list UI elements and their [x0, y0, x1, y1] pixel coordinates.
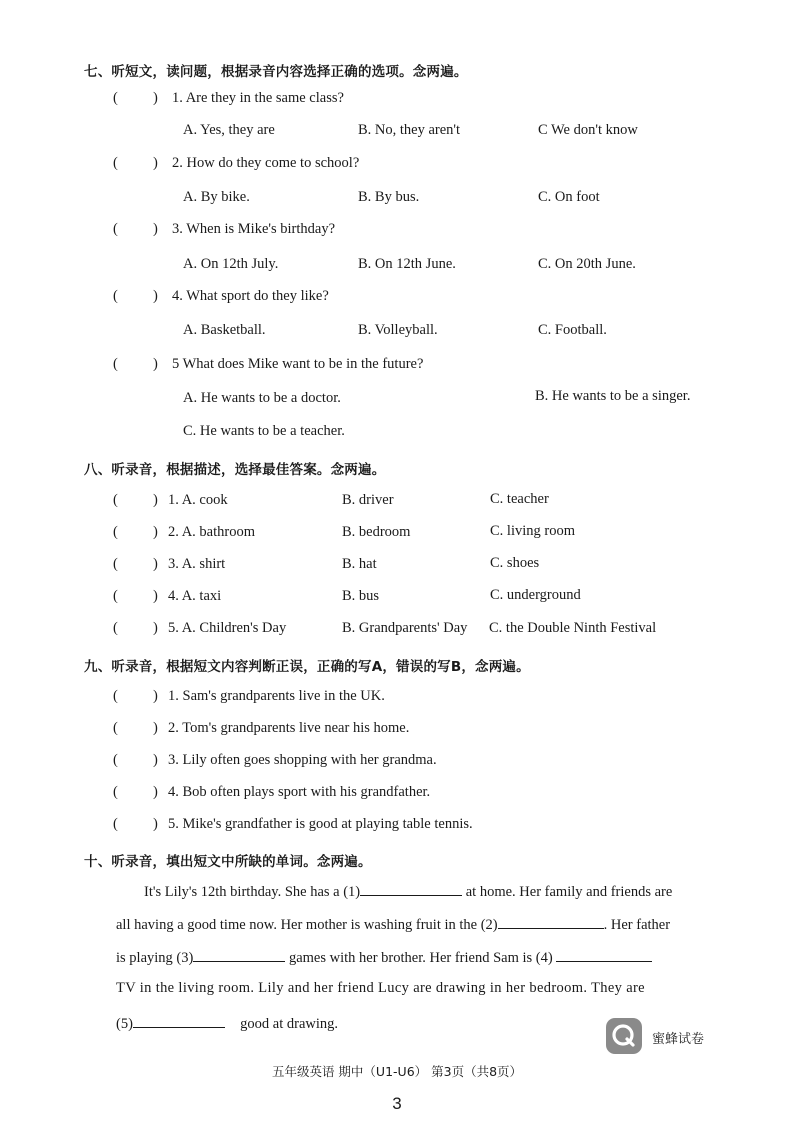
cloze-line-2	[116, 914, 710, 934]
bee-paper-logo-icon	[606, 1018, 642, 1054]
option-8-5-c: C. the Double Ninth Festival	[489, 620, 657, 636]
section-9-heading: 九、听录音，根据短文内容判断正误，正确的写A，错误的写B，念两遍。	[84, 659, 530, 675]
statement-9-1: 1. Sam's grandparents live in the UK.	[168, 688, 385, 704]
blank-2[interactable]	[498, 914, 604, 929]
answer-paren-left: (	[113, 90, 118, 106]
answer-paren-right: )	[153, 221, 158, 237]
option-8-2-a: 2. A. bathroom	[168, 524, 255, 540]
cloze-line-1	[144, 881, 704, 901]
statement-9-4: 4. Bob often plays sport with his grandfather.	[168, 784, 431, 800]
answer-paren-right: )	[153, 752, 158, 768]
answer-paren-right: )	[153, 588, 158, 604]
cloze-text: (5)	[116, 1016, 133, 1032]
cloze-text: all having a good time now. Her mother is washing fruit in the (2)	[116, 917, 498, 933]
option-7-1-c: C We don't know	[538, 122, 638, 138]
page-number: 3	[392, 1094, 402, 1113]
answer-paren-left: (	[113, 492, 118, 508]
cloze-text: . Her father	[603, 917, 671, 933]
answer-paren-right: )	[153, 720, 158, 736]
answer-paren-left: (	[113, 556, 118, 572]
question-7-4: 4. What sport do they like?	[172, 288, 329, 304]
statement-9-2: 2. Tom's grandparents live near his home.	[168, 720, 410, 736]
option-8-3-c: C. shoes	[490, 555, 540, 571]
answer-paren-left: (	[113, 221, 118, 237]
page-footer: 五年级英语 期中（U1-U6） 第3页（共8页）	[271, 1064, 523, 1079]
option-8-2-c: C. living room	[490, 523, 575, 539]
option-8-5-b: B. Grandparents' Day	[342, 620, 468, 636]
answer-paren-right: )	[153, 90, 158, 106]
blank-5[interactable]	[133, 1013, 225, 1028]
section-10-heading: 十、听录音，填出短文中所缺的单词。念两遍。	[84, 854, 372, 870]
answer-paren-left: (	[113, 752, 118, 768]
section-7-heading: 七、听短文，读问题，根据录音内容选择正确的选项。念两遍。	[84, 64, 468, 80]
blank-3[interactable]	[193, 947, 285, 962]
option-8-5-a: 5. A. Children's Day	[168, 620, 287, 636]
answer-paren-left: (	[113, 620, 118, 636]
option-8-3-a: 3. A. shirt	[168, 556, 226, 572]
statement-9-5: 5. Mike's grandfather is good at playing table tennis.	[168, 816, 473, 832]
blank-1[interactable]	[360, 881, 462, 896]
answer-paren-left: (	[113, 720, 118, 736]
answer-paren-right: )	[153, 688, 158, 704]
cloze-text: is playing (3)	[116, 950, 194, 966]
option-8-1-c: C. teacher	[490, 491, 549, 507]
option-8-2-b: B. bedroom	[342, 524, 411, 540]
option-8-3-b: B. hat	[342, 556, 377, 572]
cloze-line-4: TV in the living room. Lily and her friend Lucy are drawing in her bedroom. They are	[116, 980, 645, 996]
answer-paren-right: )	[153, 556, 158, 572]
option-7-4-a: A. Basketball.	[183, 322, 266, 338]
option-7-5-b: B. He wants to be a singer.	[535, 388, 691, 404]
answer-paren-right: )	[153, 524, 158, 540]
question-7-1: 1. Are they in the same class?	[172, 90, 344, 106]
cloze-text: It's Lily's 12th birthday. She has a (1)	[144, 884, 361, 900]
answer-paren-left: (	[113, 155, 118, 171]
answer-paren-right: )	[153, 155, 158, 171]
option-7-2-a: A. By bike.	[183, 189, 250, 205]
answer-paren-right: )	[153, 620, 158, 636]
option-7-5-a: A. He wants to be a doctor.	[183, 390, 341, 406]
answer-paren-left: (	[113, 816, 118, 832]
answer-paren-left: (	[113, 288, 118, 304]
option-8-4-c: C. underground	[490, 587, 581, 603]
answer-paren-right: )	[153, 356, 158, 372]
option-8-4-a: 4. A. taxi	[168, 588, 222, 604]
brand-name: 蜜蜂试卷	[652, 1032, 705, 1047]
option-8-1-a: 1. A. cook	[168, 492, 228, 508]
answer-paren-left: (	[113, 688, 118, 704]
section-8-heading: 八、听录音，根据描述，选择最佳答案。念两遍。	[84, 462, 386, 478]
answer-paren-left: (	[113, 784, 118, 800]
question-7-2: 2. How do they come to school?	[172, 155, 360, 171]
option-7-3-b: B. On 12th June.	[358, 256, 456, 272]
option-7-4-c: C. Football.	[538, 322, 607, 338]
question-7-3: 3. When is Mike's birthday?	[172, 221, 336, 237]
option-7-3-c: C. On 20th June.	[538, 256, 636, 272]
option-7-1-a: A. Yes, they are	[183, 122, 275, 138]
answer-paren-left: (	[113, 524, 118, 540]
question-7-5: 5 What does Mike want to be in the future?	[172, 356, 424, 372]
answer-paren-right: )	[153, 492, 158, 508]
option-7-4-b: B. Volleyball.	[358, 322, 438, 338]
cloze-text: at home. Her family and friends are	[465, 884, 673, 900]
option-7-2-b: B. By bus.	[358, 189, 420, 205]
option-7-3-a: A. On 12th July.	[183, 256, 279, 272]
answer-paren-right: )	[153, 784, 158, 800]
cloze-line-3	[116, 947, 710, 967]
statement-9-3: 3. Lily often goes shopping with her grandma.	[168, 752, 437, 768]
answer-paren-left: (	[113, 588, 118, 604]
answer-paren-right: )	[153, 288, 158, 304]
option-8-1-b: B. driver	[342, 492, 394, 508]
option-8-4-b: B. bus	[342, 588, 380, 604]
cloze-text: games with her brother. Her friend Sam is (4)	[288, 950, 553, 966]
option-7-1-b: B. No, they aren't	[358, 122, 461, 138]
option-7-5-c: C. He wants to be a teacher.	[183, 423, 345, 439]
cloze-text: good at drawing.	[240, 1016, 339, 1032]
answer-paren-left: (	[113, 356, 118, 372]
option-7-2-c: C. On foot	[538, 189, 600, 205]
blank-4[interactable]	[556, 947, 652, 962]
answer-paren-right: )	[153, 816, 158, 832]
